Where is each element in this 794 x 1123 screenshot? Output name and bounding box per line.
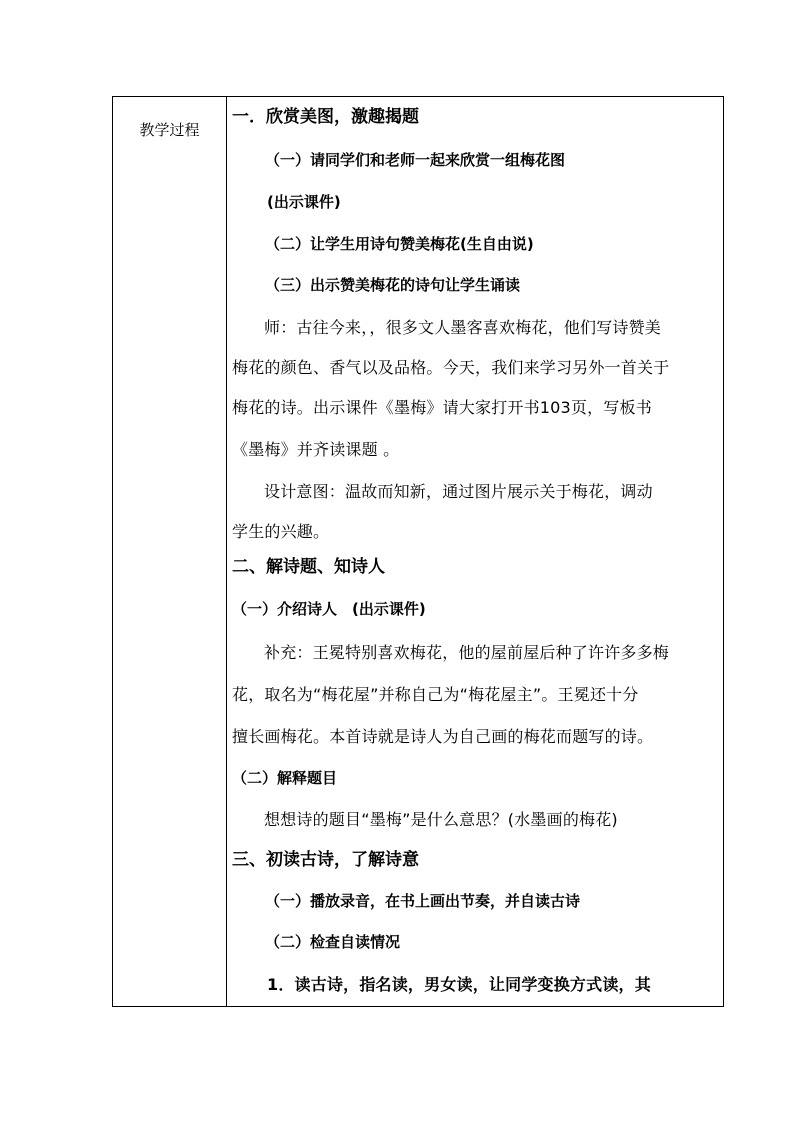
subsection-heading: （一）请同学们和老师一起来欣赏一组梅花图 (265, 151, 566, 169)
lesson-table (112, 96, 724, 1007)
subsection-heading: （一）播放录音，在书上画出节奏，并自读古诗 (265, 892, 581, 910)
paragraph-line: 梅花的颜色、香气以及品格。今天，我们来学习另外一首关于 (232, 358, 670, 377)
section-heading: 一．欣赏美图，激趣揭题 (232, 107, 419, 127)
paragraph-line: 花，取名为“梅花屋”并称自己为“梅花屋主”。王冕还十分 (232, 685, 639, 704)
row-label: 教学过程 (139, 121, 200, 139)
paragraph-line: 想想诗的题目“墨梅”是什么意思？(水墨画的梅花) (264, 810, 618, 829)
subsection-heading: （三）出示赞美梅花的诗句让学生诵读 (265, 276, 521, 294)
subsection-heading: （一）介绍诗人 (出示课件) (232, 600, 426, 618)
section-heading: 三、初读古诗，了解诗意 (232, 850, 419, 870)
paragraph-line: 梅花的诗。出示课件《墨梅》请大家打开书103页，写板书 (232, 398, 652, 417)
paragraph-line: 师：古往今来，，很多文人墨客喜欢梅花，他们写诗赞美 (264, 318, 662, 337)
content-cell (227, 97, 723, 1006)
paragraph-line: 《墨梅》并齐读课题 。 (232, 440, 400, 459)
paragraph-line: 擅长画梅花。本首诗就是诗人为自己画的梅花而题写的诗。 (232, 727, 654, 746)
subsection-heading: (出示课件) (267, 193, 341, 211)
section-heading: 二、解诗题、知诗人 (232, 557, 385, 577)
subsection-heading: （二）检查自读情况 (265, 933, 401, 951)
paragraph-line: 补充：王冕特别喜欢梅花，他的屋前屋后种了许许多多梅 (264, 643, 670, 662)
subsection-heading: （二）解释题目 (232, 769, 338, 787)
subsection-heading: （二）让学生用诗句赞美梅花(生自由说) (265, 235, 534, 253)
paragraph-line: 学生的兴趣。 (232, 522, 330, 541)
paragraph-line: 1．读古诗，指名读，男女读，让同学变换方式读，其 (267, 975, 651, 994)
paragraph-line: 设计意图：温故而知新，通过图片展示关于梅花，调动 (264, 482, 653, 501)
